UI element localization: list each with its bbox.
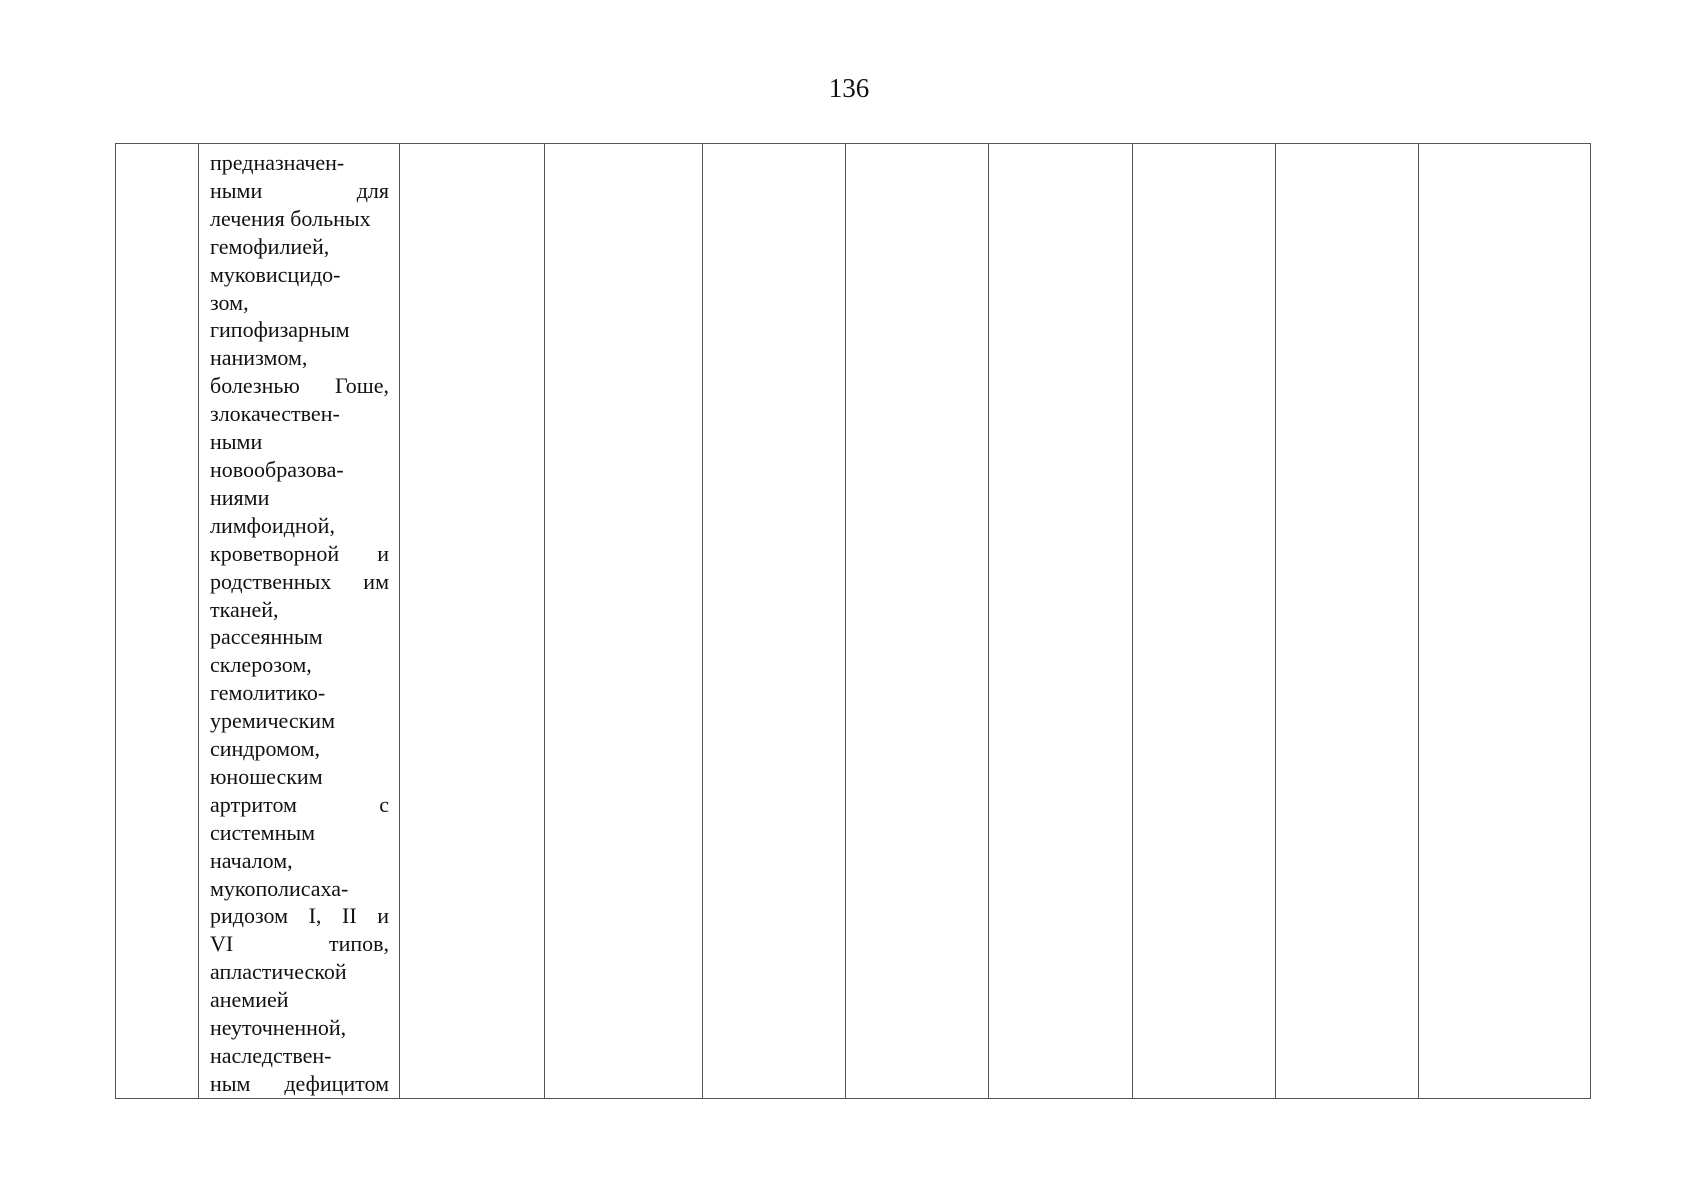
cell-text-line: ридозом I, II и [210,903,389,929]
cell-text-line: ным дефицитом [210,1070,389,1096]
cell-text-line: артритом с [210,791,389,817]
cell-text-line: гемолитико- [210,680,326,706]
cell-text-line: VI типов, [210,931,389,957]
cell-text-line: гипофизарным [210,317,350,343]
document-table [115,143,1591,1099]
cell-text-line: синдромом, [210,736,321,762]
cell-text-line: уремическим [210,708,335,734]
cell-text-line: неуточненной, [210,1015,347,1041]
page-number: 136 [828,73,870,103]
table-row [116,144,1591,1099]
cell-text-line: лечения больных [210,205,371,231]
table-cell-9 [1276,144,1419,1099]
cell-text-line: ниями [210,484,270,510]
cell-text-line: муковисцидо- [210,261,341,287]
table-cell-1 [116,144,199,1099]
cell-text-line: анемией [210,987,289,1013]
cell-text-line: началом, [210,847,293,873]
cell-text-line: предназначен- [210,150,345,175]
table-cell-8 [1133,144,1276,1099]
cell-text-line: новообразова- [210,456,344,482]
table-cell-2 [199,144,400,1099]
cell-text-line: рассеянным [210,624,323,650]
table-cell-6 [846,144,989,1099]
cell-text-line: мукополисаха- [210,875,349,901]
cell-text-line: апластической [210,959,347,985]
cell-text-line: нанизмом, [210,345,308,371]
cell-text-line: родственных им [210,568,389,594]
cell-text-line: лимфоидной, [210,512,335,538]
cell-text-line: болезнью Гоше, [210,373,389,399]
cell-text-line: гемофилией, [210,233,330,259]
table-cell-4 [545,144,703,1099]
cell-text-line: зом, [210,289,249,315]
cell-text-line: тканей, [210,596,279,622]
table-cell-10 [1419,144,1591,1099]
cell-text-line: системным [210,819,316,845]
cell-text-line: кроветворной и [210,540,389,566]
table-cell-3 [400,144,545,1099]
cell-text-line: наследствен- [210,1043,332,1068]
cell-text-line: ными [210,429,263,455]
cell-text-line: склерозом, [210,652,312,678]
table-cell-5 [703,144,846,1099]
cell-text-line: злокачествен- [210,401,340,427]
table-cell-7 [989,144,1133,1099]
cell-text-line: ными для [210,177,389,203]
cell-text-line: юношеским [210,763,323,789]
